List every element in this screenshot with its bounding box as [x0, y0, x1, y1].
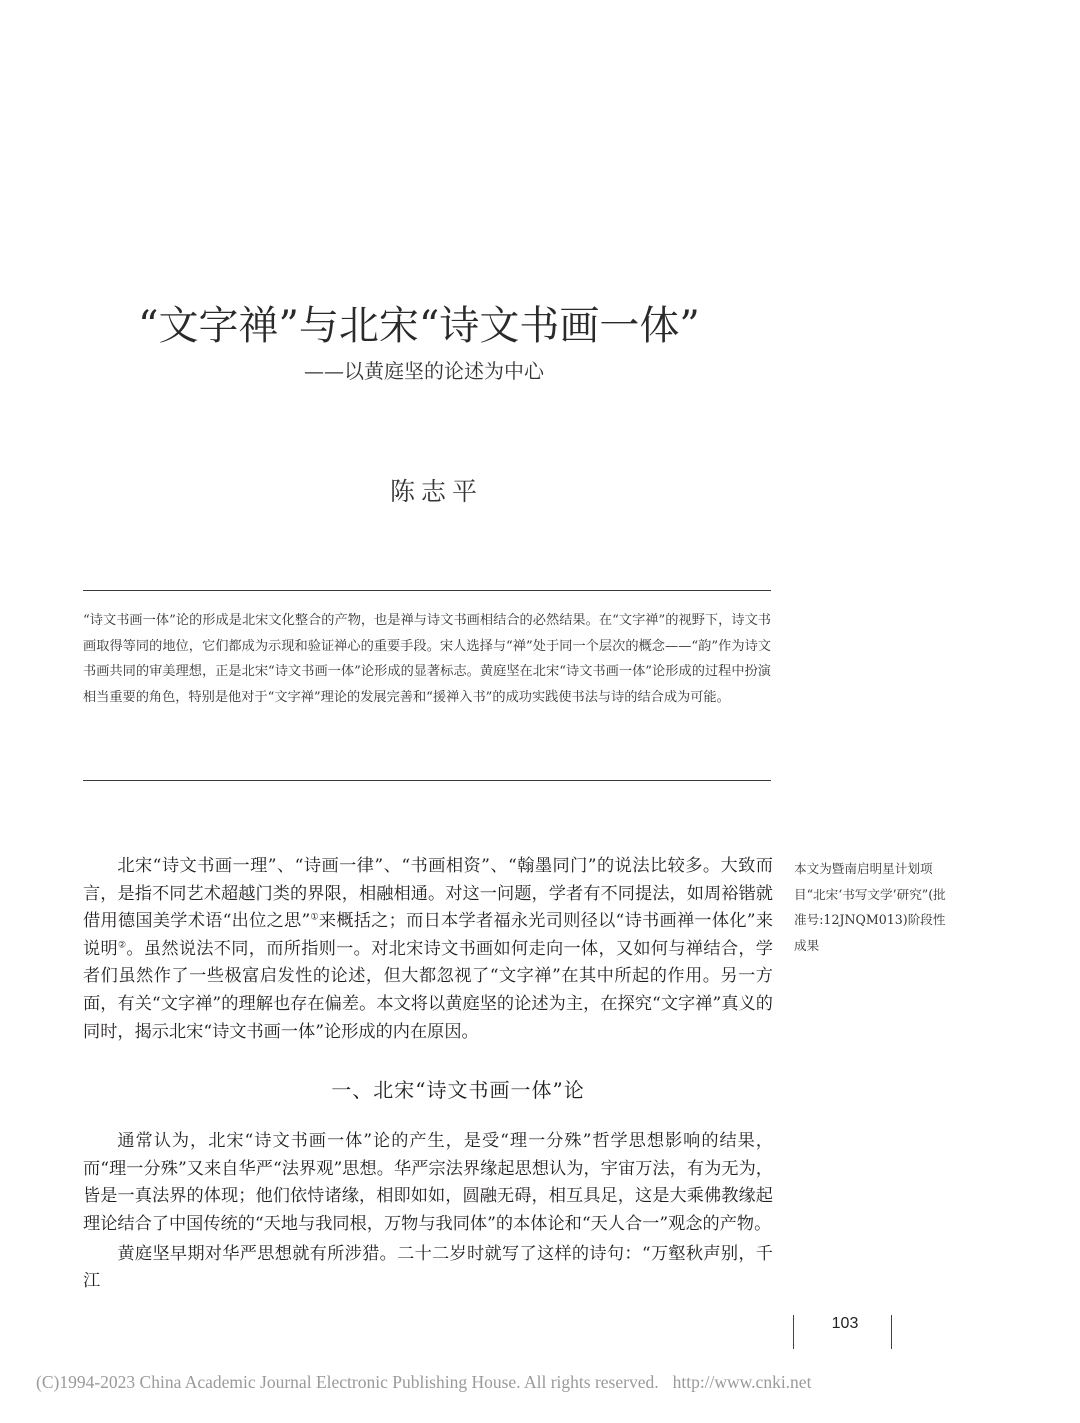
article-subtitle: ——以黄庭坚的论述为中心: [304, 359, 544, 383]
abstract-text: “诗文书画一体”论的形成是北宋文化整合的产物，也是禅与诗文书画相结合的必然结果。在“文字禅”的视野下，诗文书画取得等同的地位，它们都成为示现和验证禅心的重要手段。宋人选择与“禅”处于同一个层次的概念——“韵”作为诗文书画共同的审美理想，正是北宋“诗文书画一体”论形成的显著标志。黄庭坚在北宋“诗文书画一体”论形成的过程中扮演相当重要的角色，特别是他对于“文字禅”理论的发展完善和“援禅入书”的成功实践使书法与诗的结合成为可能。: [83, 613, 771, 705]
intro-text-1: 北宋“诗文书画一理”、“诗画一律”、“书画相资”、“翰墨同门”的说法比较多。大致而言，是指不同艺术超越门类的界限，相融相通。对这一问题，学者有不同提法，如周裕锴就借用德国美学术语“出位之思”: [83, 856, 773, 932]
section-paragraph-2: 黄庭坚早期对华严思想就有所涉猎。二十二岁时就写了这样的诗句：“万壑秋声别，千江: [83, 1243, 773, 1292]
page-number: 103: [831, 1315, 859, 1332]
abstract-bottom-rule: [83, 780, 771, 781]
intro-text-2: 来概括之；而日本学者福永光司则径以“诗书画禅一体化”来说明: [83, 911, 774, 959]
cnki-link[interactable]: http://www.cnki.net: [672, 1372, 812, 1392]
body-text: [83, 853, 773, 1296]
intro-paragraph: [83, 853, 773, 1046]
section-heading: 一、北宋“诗文书画一体”论: [331, 1078, 585, 1103]
page-number-left-bar: [793, 1315, 794, 1349]
footnote-ref-2[interactable]: ②: [117, 940, 127, 951]
funding-note: 本文为暨南启明星计划项目“北宋‘书写文学’研究”(批准号:12JNQM013)阶段性成果: [794, 861, 946, 953]
page-number-right-bar: [891, 1315, 892, 1349]
footnote-ref-1[interactable]: ①: [310, 912, 319, 923]
copyright-footer: [36, 1372, 811, 1393]
section-paragraph-1: 通常认为，北宋“诗文书画一体”论的产生，是受“理一分殊”哲学思想影响的结果，而“理一分殊”又来自华严“法界观”思想。华严宗法界缘起思想认为，宇宙万法，有为无为，皆是一真法界的体现；他们依恃诸缘，相即如如，圆融无碍，相互具足，这是大乘佛教缘起理论结合了中国传统的“天地与我同根，万物与我同体”的本体论和“天人合一”观念的产物。: [83, 1131, 773, 1234]
article-title: “文字禅”与北宋“诗文书画一体”: [138, 303, 700, 349]
intro-text-3: 。虽然说法不同，而所指则一。对北宋诗文书画如何走向一体，又如何与禅结合，学者们虽然作了一些极富启发性的论述，但大都忽视了“文字禅”在其中所起的作用。另一方面，有关“文字禅”的理解也存在偏差。本文将以黄庭坚的论述为主，在探究“文字禅”真义的同时，揭示北宋“诗文书画一体”论形成的内在原因。: [83, 938, 773, 1042]
abstract-top-rule: [83, 590, 771, 591]
copyright-text: (C)1994-2023 China Academic Journal Electronic Publishing House. All rights reserved.: [36, 1372, 659, 1392]
author-name: 陈志平: [390, 477, 484, 506]
